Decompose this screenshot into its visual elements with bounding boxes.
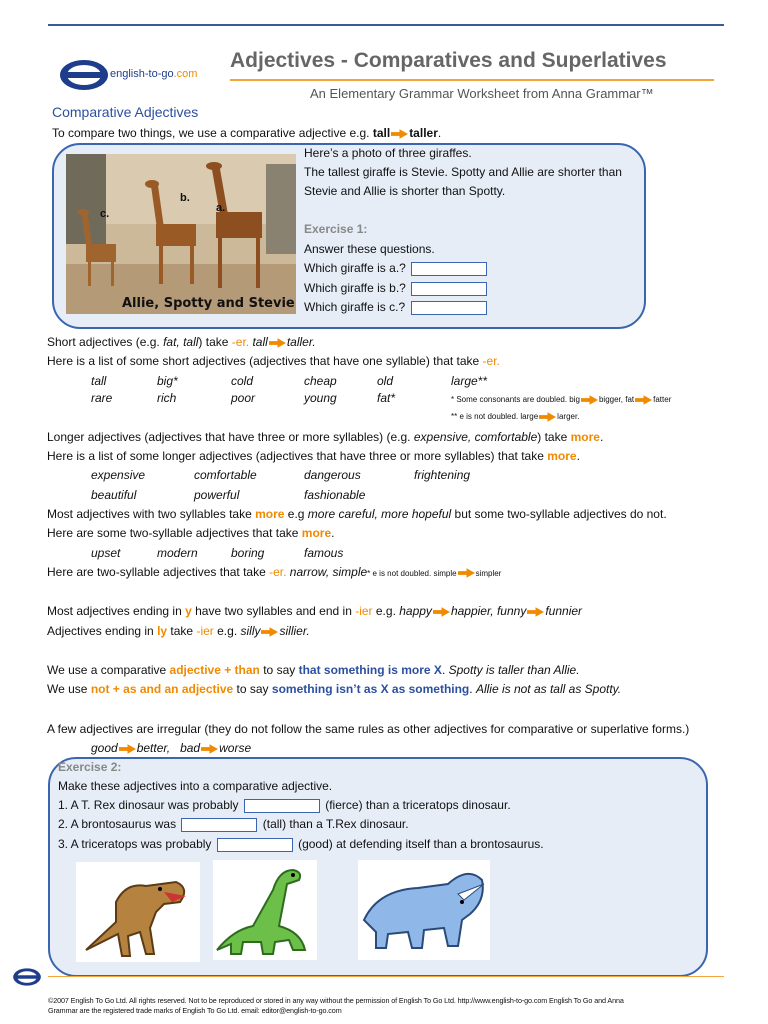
than-line-2: We use not + as and an adjective to say something isn’t as X as something. Allie is not as tall as Spotty. [47, 682, 622, 696]
exercise2-title: Exercise 2: [58, 760, 122, 774]
trex-image [76, 862, 200, 962]
than-line-1: We use a comparative adjective + than to say that something is more X. Spotty is taller than Allie. [47, 663, 580, 677]
giraffe-label-c: c. [100, 208, 110, 220]
arrow-icon [433, 607, 450, 617]
footer-logo-icon [12, 966, 42, 988]
answer-c-input[interactable] [411, 301, 487, 315]
question-b: Which giraffe is b.? [304, 280, 489, 296]
exercise1-title: Exercise 1: [304, 222, 368, 236]
arrow-icon [458, 568, 475, 578]
giraffe-line-2: The tallest giraffe is Stevie. Spotty and Allie are shorter than [304, 165, 622, 179]
answer-a-input[interactable] [411, 262, 487, 276]
exercise2-q3: 3. A triceratops was probably (good) at defending itself than a brontosaurus. [58, 837, 544, 851]
two-syllable-word: upset [91, 546, 121, 560]
footer-line-2: Grammar are the registered trade marks of English To Go Ltd. email: editor@english-to-go.com [48, 1006, 342, 1015]
giraffe-photo [66, 154, 296, 314]
short-word: fat* [377, 391, 396, 405]
giraffe-line-1: Here’s a photo of three giraffes. [304, 146, 472, 160]
page-subtitle: An Elementary Grammar Worksheet from Anna Grammar™ [310, 86, 654, 101]
short-word: big* [157, 374, 178, 388]
short-word: large** [451, 374, 488, 388]
two-syllable-line-1: Most adjectives with two syllables take more e.g more careful, more hopeful but some two-syllable adjectives do not. [47, 507, 667, 521]
triceratops-image [358, 860, 490, 960]
two-syllable-word: modern [157, 546, 198, 560]
irregular-examples: good better, bad worse [91, 741, 252, 755]
exercise2-instructions: Make these adjectives into a comparative adjective. [58, 779, 333, 793]
question-c: Which giraffe is c.? [304, 299, 489, 315]
logo-icon [58, 58, 110, 92]
short-word: poor [231, 391, 256, 405]
two-syllable-line-3: Here are two-syllable adjectives that take -er. narrow, simple* e is not doubled. simple simpler [47, 565, 502, 579]
arrow-icon [119, 744, 136, 754]
giraffe-line-3: Stevie and Allie is shorter than Spotty. [304, 184, 506, 198]
short-word: tall [91, 374, 107, 388]
short-line-2: Here is a list of some short adjectives (adjectives that have one syllable) that take -er. [47, 354, 500, 368]
short-word: old [377, 374, 394, 388]
giraffe-caption: Allie, Spotty and Stevie [122, 296, 295, 311]
exercise1-instructions: Answer these questions. [304, 242, 435, 256]
long-word: powerful [194, 488, 240, 502]
short-word: young [304, 391, 337, 405]
giraffe-label-b: b. [180, 192, 190, 204]
long-word: fashionable [304, 488, 366, 502]
short-line-1: Short adjectives (e.g. fat, tall) take -er. tall taller. [47, 335, 316, 349]
exercise2-q2: 2. A brontosaurus was (tall) than a T.Rex dinosaur. [58, 817, 409, 831]
irregular-line: A few adjectives are irregular (they do not follow the same rules as other adjectives for comparative or superlative forms.) [47, 722, 690, 736]
question-a: Which giraffe is a.? [304, 260, 489, 276]
giraffe-label-a: a. [216, 202, 226, 214]
top-rule [48, 24, 724, 26]
long-word: beautiful [91, 488, 137, 502]
brontosaurus-image [213, 860, 317, 960]
long-word: expensive [91, 468, 146, 482]
tall-answer-input[interactable] [181, 818, 257, 832]
footer-line-1: ©2007 English To Go Ltd. All rights reserved. Not to be reproduced or stored in any way without the permission of English To Go Ltd. http://www.english-to-go.com English To Go and Anna [48, 996, 624, 1005]
logo-domain: .com [173, 68, 198, 80]
arrow-icon [201, 744, 218, 754]
two-syllable-word: famous [304, 546, 344, 560]
arrow-icon [539, 412, 556, 422]
logo-text: english-to-go [110, 68, 174, 80]
long-word: frightening [414, 468, 471, 482]
exercise2-q1: 1. A T. Rex dinosaur was probably (fierce) than a triceratops dinosaur. [58, 798, 511, 812]
short-word: rich [157, 391, 177, 405]
arrow-icon [261, 627, 278, 637]
longer-line-1: Longer adjectives (adjectives that have three or more syllables) (e.g. expensive, comfortable) take more. [47, 430, 604, 444]
short-word: rare [91, 391, 113, 405]
short-note-2: ** e is not doubled. large larger. [451, 412, 580, 421]
good-answer-input[interactable] [217, 838, 293, 852]
footer-rule [48, 976, 724, 977]
long-word: dangerous [304, 468, 361, 482]
two-syllable-line-2: Here are some two-syllable adjectives that take more. [47, 526, 335, 540]
long-word: comfortable [194, 468, 257, 482]
arrow-icon [391, 129, 408, 139]
section-title: Comparative Adjectives [52, 104, 199, 120]
short-word: cheap [304, 374, 337, 388]
logo [58, 58, 208, 94]
two-syllable-word: boring [231, 546, 265, 560]
page-title: Adjectives - Comparatives and Superlatives [230, 49, 667, 72]
y-rule-line-2: Adjectives ending in ly take -ier e.g. silly sillier. [47, 624, 310, 638]
short-word: cold [231, 374, 254, 388]
arrow-icon [581, 395, 598, 405]
intro-line: To compare two things, we use a comparative adjective e.g. tall taller. [52, 126, 442, 140]
short-note-1: * Some consonants are doubled. big bigger, fat fatter [451, 395, 672, 404]
fierce-answer-input[interactable] [244, 799, 320, 813]
arrow-icon [527, 607, 544, 617]
arrow-icon [635, 395, 652, 405]
longer-line-2: Here is a list of some longer adjectives (adjectives that have three or more syllables) that take more. [47, 449, 580, 463]
title-rule [230, 79, 714, 81]
answer-b-input[interactable] [411, 282, 487, 296]
arrow-icon [269, 338, 286, 348]
y-rule-line-1: Most adjectives ending in y have two syllables and end in -ier e.g. happy happier, funny funnier [47, 604, 583, 618]
